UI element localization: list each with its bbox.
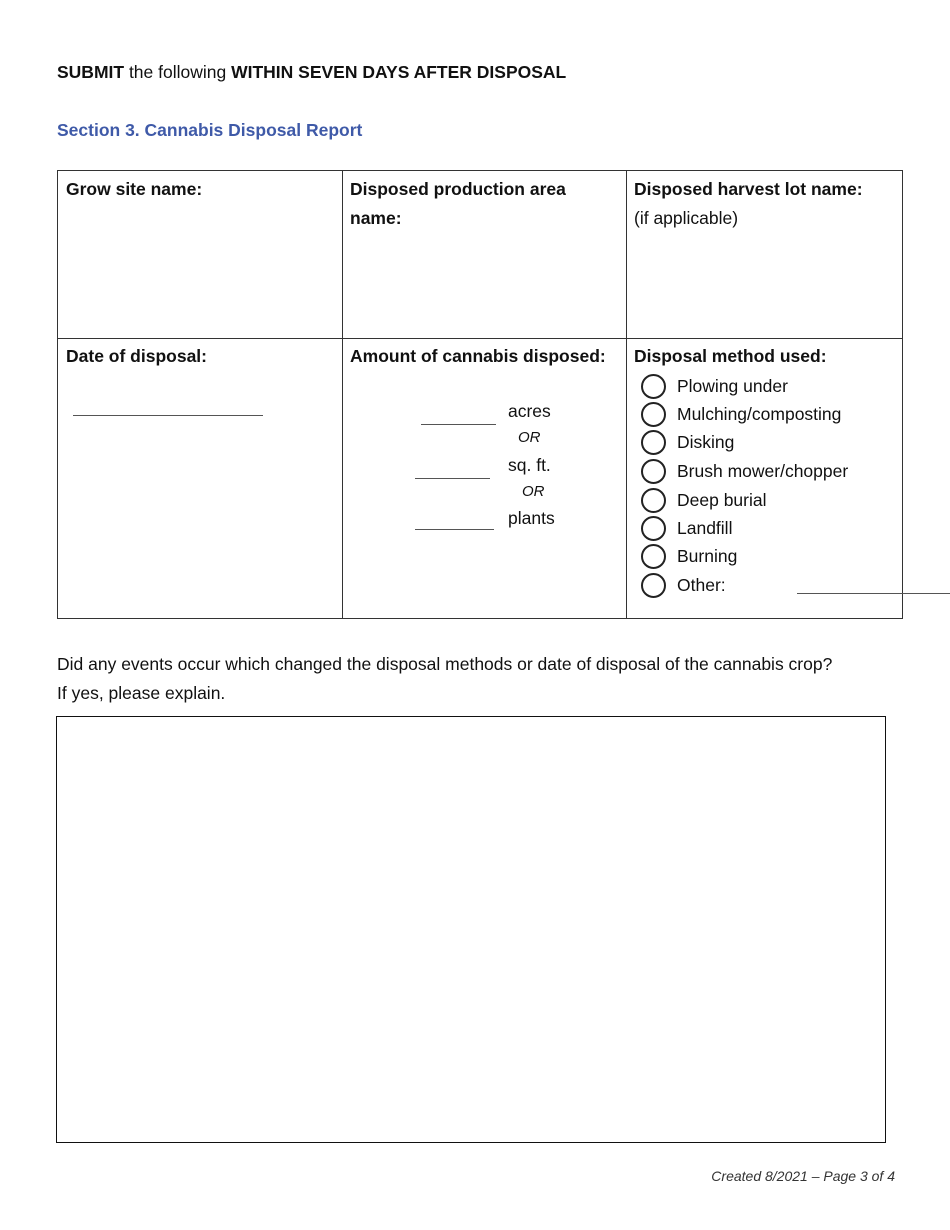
radio-button[interactable] (641, 374, 666, 399)
radio-button[interactable] (641, 488, 666, 513)
section-title: Section 3. Cannabis Disposal Report (57, 120, 363, 140)
table-divider (342, 171, 343, 618)
sqft-input-line[interactable] (415, 478, 490, 479)
submit-keyword: SUBMIT (57, 62, 125, 82)
or-separator: OR (522, 483, 545, 500)
radio-button[interactable] (641, 573, 666, 598)
amount-label: Amount of cannabis disposed: (350, 346, 606, 366)
method-option-label: Landfill (677, 517, 733, 538)
disposal-report-table (57, 170, 903, 619)
method-label: Disposal method used: (634, 346, 827, 366)
grow-site-cell[interactable] (66, 175, 336, 204)
date-label: Date of disposal: (66, 346, 207, 366)
method-option-disking[interactable] (641, 428, 734, 456)
method-option-label: Brush mower/chopper (677, 460, 849, 481)
sqft-unit: sq. ft. (508, 455, 551, 475)
method-option-label: Disking (677, 431, 735, 452)
plants-unit: plants (508, 508, 555, 528)
plants-input-line[interactable] (415, 529, 494, 530)
acres-input-line[interactable] (421, 424, 496, 425)
explanation-textarea[interactable] (56, 716, 886, 1143)
production-area-label: Disposed production area name: (350, 179, 566, 228)
radio-button[interactable] (641, 402, 666, 427)
grow-site-label: Grow site name: (66, 179, 203, 199)
date-cell (66, 342, 336, 612)
amount-cell (350, 342, 620, 612)
method-option-label: Plowing under (677, 375, 788, 396)
production-area-cell[interactable] (350, 175, 620, 233)
other-method-input-line[interactable] (797, 593, 950, 594)
date-input-line[interactable] (73, 415, 263, 416)
events-question-line1: Did any events occur which changed the disposal methods or date of disposal of the cannabis crop? (57, 654, 833, 674)
radio-button[interactable] (641, 430, 666, 455)
method-option-plowing[interactable] (641, 372, 788, 400)
method-option-brush-mower[interactable] (641, 457, 848, 485)
table-divider (58, 338, 902, 339)
events-question (57, 650, 917, 708)
or-separator: OR (518, 429, 541, 446)
submit-connector: the following (124, 62, 232, 82)
submit-deadline: WITHIN SEVEN DAYS AFTER DISPOSAL (231, 62, 567, 82)
method-cell (626, 342, 903, 618)
method-option-label: Mulching/composting (677, 403, 842, 424)
method-option-other[interactable] (641, 571, 726, 599)
harvest-lot-cell[interactable] (634, 175, 899, 233)
submit-instruction (57, 62, 566, 83)
method-option-label: Other: (677, 574, 726, 595)
radio-button[interactable] (641, 544, 666, 569)
method-option-deep-burial[interactable] (641, 486, 767, 514)
harvest-lot-note: (if applicable) (634, 208, 739, 228)
radio-button[interactable] (641, 459, 666, 484)
method-option-label: Burning (677, 545, 738, 566)
page-footer: Created 8/2021 – Page 3 of 4 (711, 1168, 895, 1184)
method-option-label: Deep burial (677, 489, 767, 510)
method-option-mulching[interactable] (641, 400, 841, 428)
events-question-line2: If yes, please explain. (57, 683, 226, 703)
acres-unit: acres (508, 401, 551, 421)
harvest-lot-label: Disposed harvest lot name: (634, 179, 863, 199)
radio-button[interactable] (641, 516, 666, 541)
method-option-landfill[interactable] (641, 514, 732, 542)
method-option-burning[interactable] (641, 542, 737, 570)
